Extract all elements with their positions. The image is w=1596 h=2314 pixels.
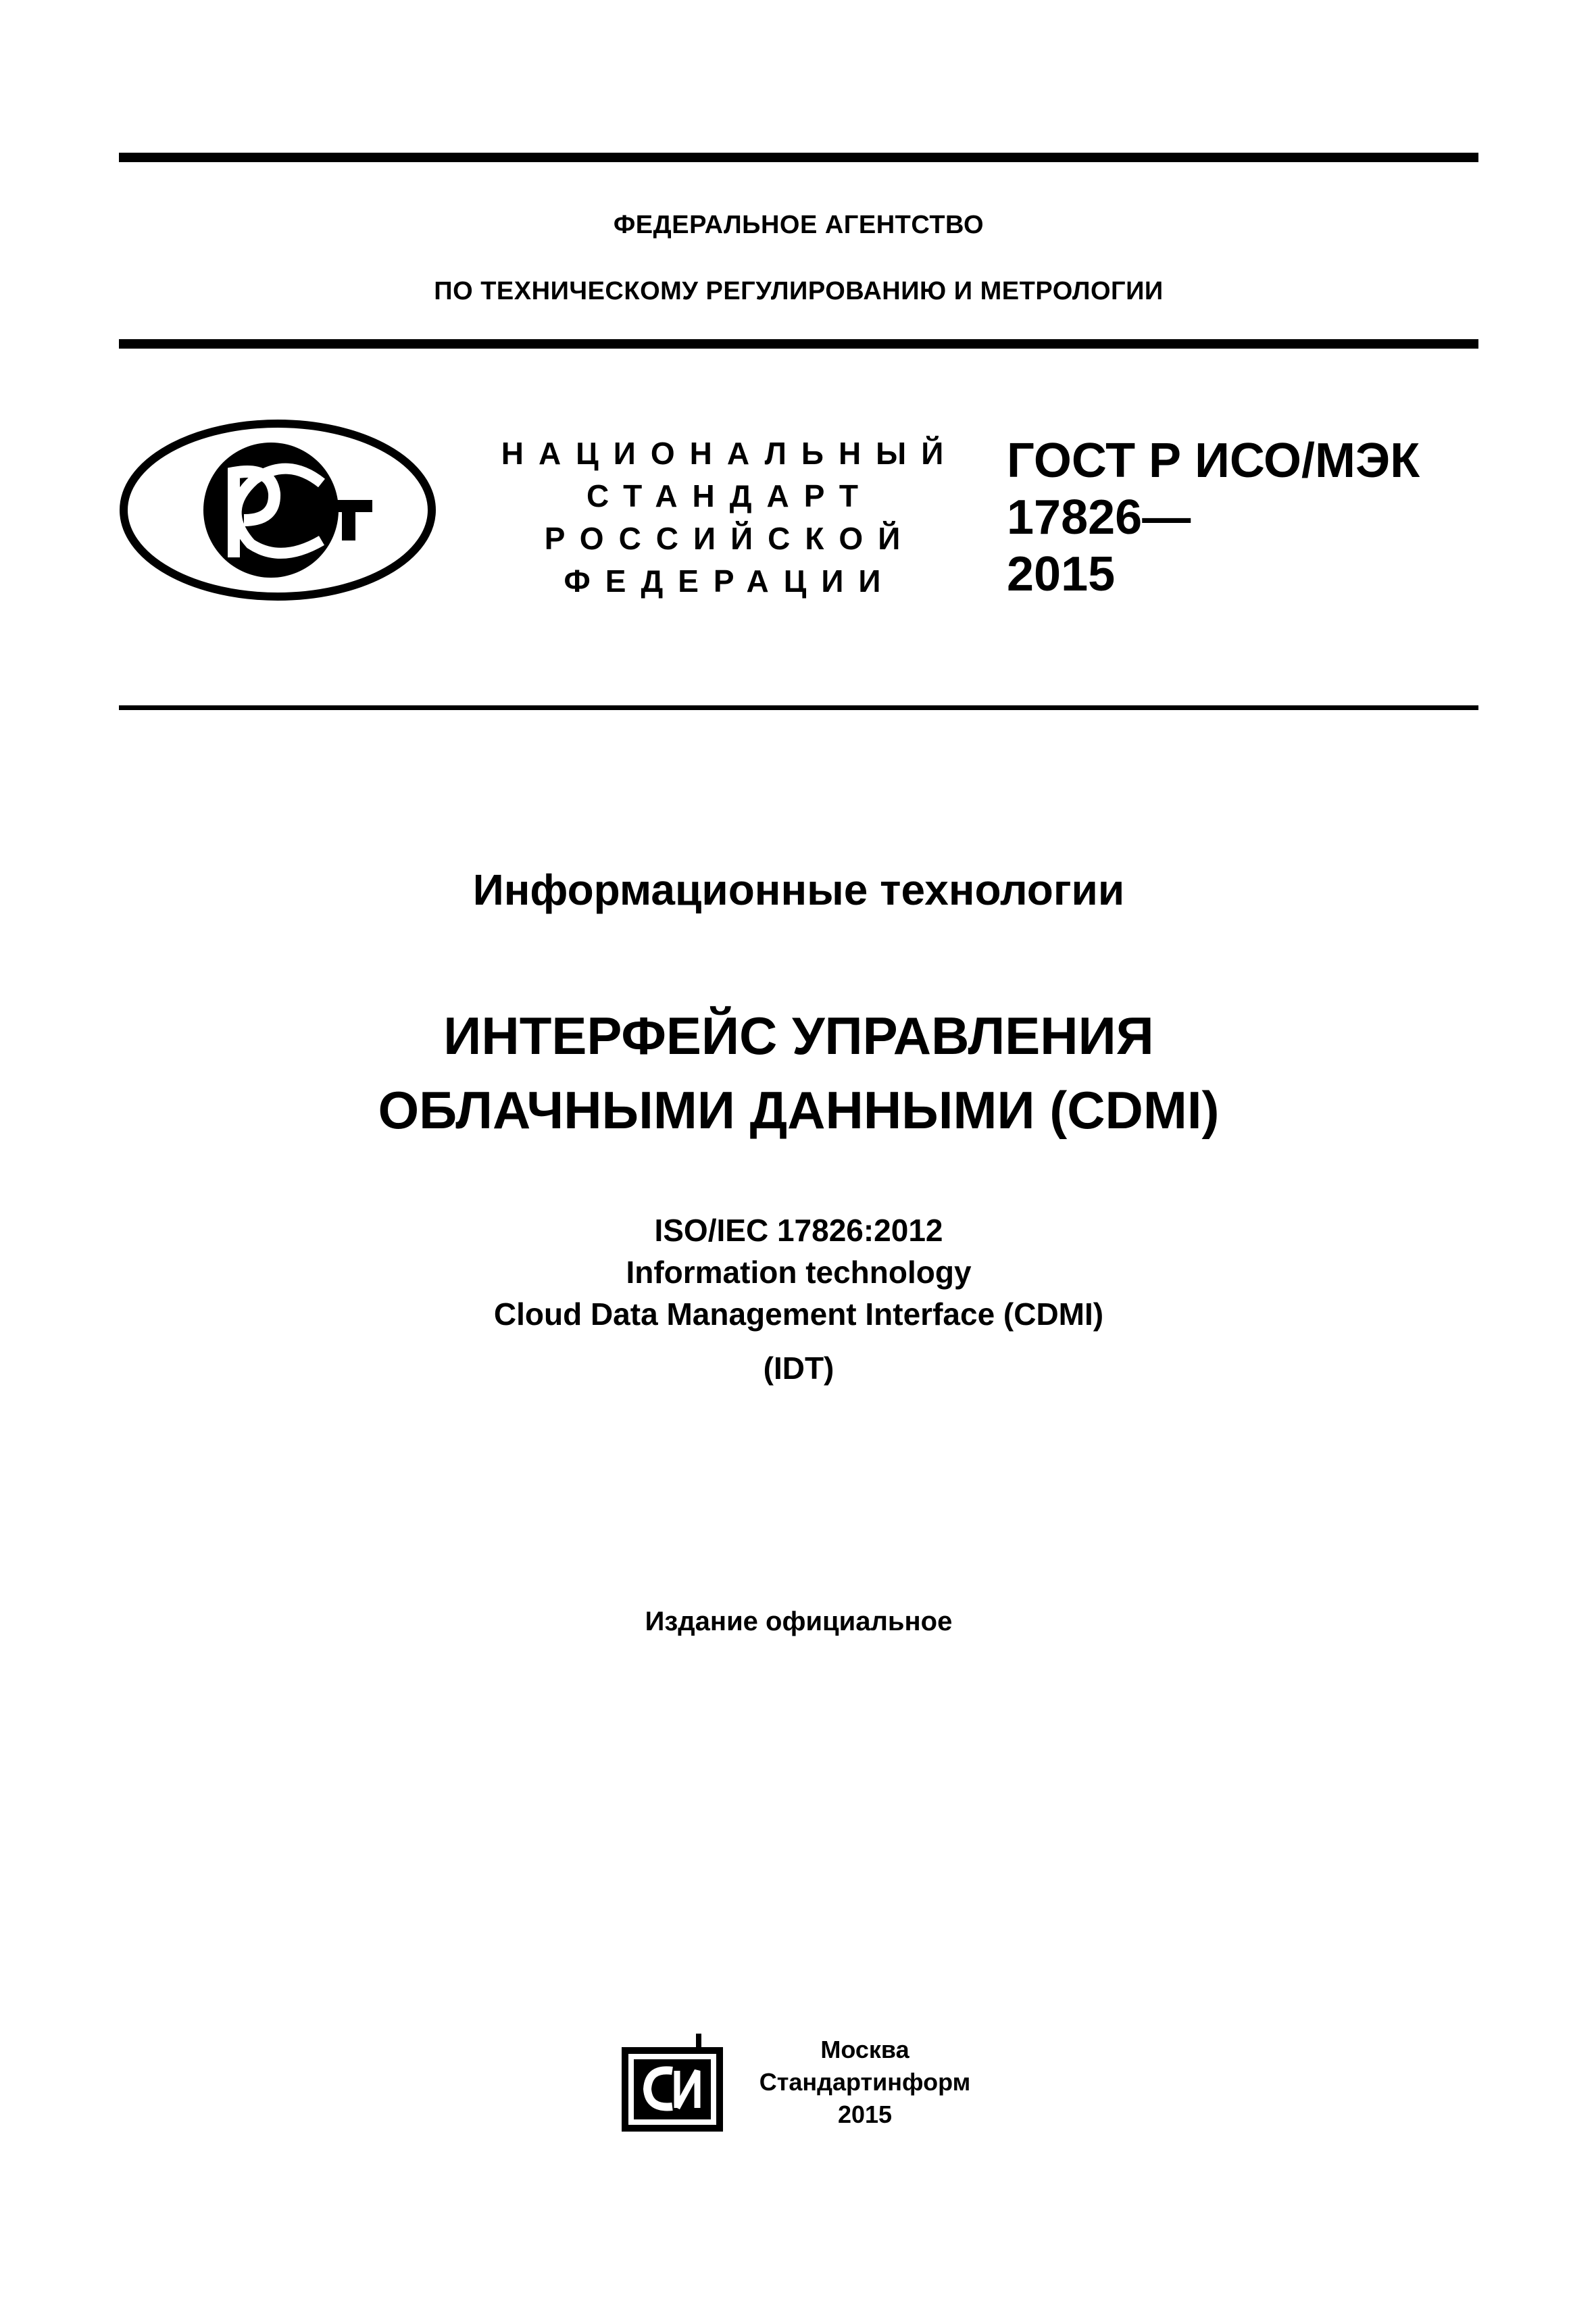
rst-mark-icon [119, 419, 437, 601]
agency-line-2: ПО ТЕХНИЧЕСКОМУ РЕГУЛИРОВАНИЮ И МЕТРОЛОГИИ [434, 277, 1164, 305]
iso-reference [119, 1209, 1478, 1335]
document-title [119, 999, 1478, 1147]
edition-label: Издание официальное [645, 1607, 953, 1636]
designation-line: ГОСТ Р ИСО/МЭК [1007, 434, 1420, 488]
publisher-city: Москва [820, 2036, 909, 2063]
standard-designation [1007, 432, 1420, 603]
national-standard-line: РОССИЙСКОЙ [544, 521, 916, 556]
header-bottom-rule [119, 705, 1478, 710]
iso-ref: ISO/IEC 17826:2012 [654, 1213, 943, 1248]
designation-line: 2015 [1007, 547, 1116, 601]
document-subject: Информационные технологии [472, 865, 1125, 914]
standartinform-logo-icon [622, 2034, 723, 2135]
national-standard-line: НАЦИОНАЛЬНЫЙ [501, 436, 959, 471]
title-line: ИНТЕРФЕЙС УПРАВЛЕНИЯ [443, 1006, 1154, 1065]
top-rule [119, 153, 1478, 162]
national-standard-line: СТАНДАРТ [587, 478, 873, 513]
idt-label: (IDT) [763, 1351, 834, 1386]
publisher-year: 2015 [837, 2101, 893, 2128]
agency-line-1: ФЕДЕРАЛЬНОЕ АГЕНТСТВО [613, 211, 984, 239]
designation-line: 17826— [1007, 491, 1191, 545]
title-line: ОБЛАЧНЫМИ ДАННЫМИ (CDMI) [378, 1080, 1220, 1140]
agency-bottom-rule [119, 339, 1478, 349]
publisher-name: Стандартинформ [759, 2068, 971, 2096]
national-standard-line: ФЕДЕРАЦИИ [564, 563, 896, 599]
iso-title-line: Cloud Data Management Interface (CDMI) [493, 1297, 1104, 1332]
iso-title-line: Information technology [626, 1255, 972, 1290]
publisher-info [743, 2034, 987, 2131]
national-standard-label [500, 432, 959, 603]
